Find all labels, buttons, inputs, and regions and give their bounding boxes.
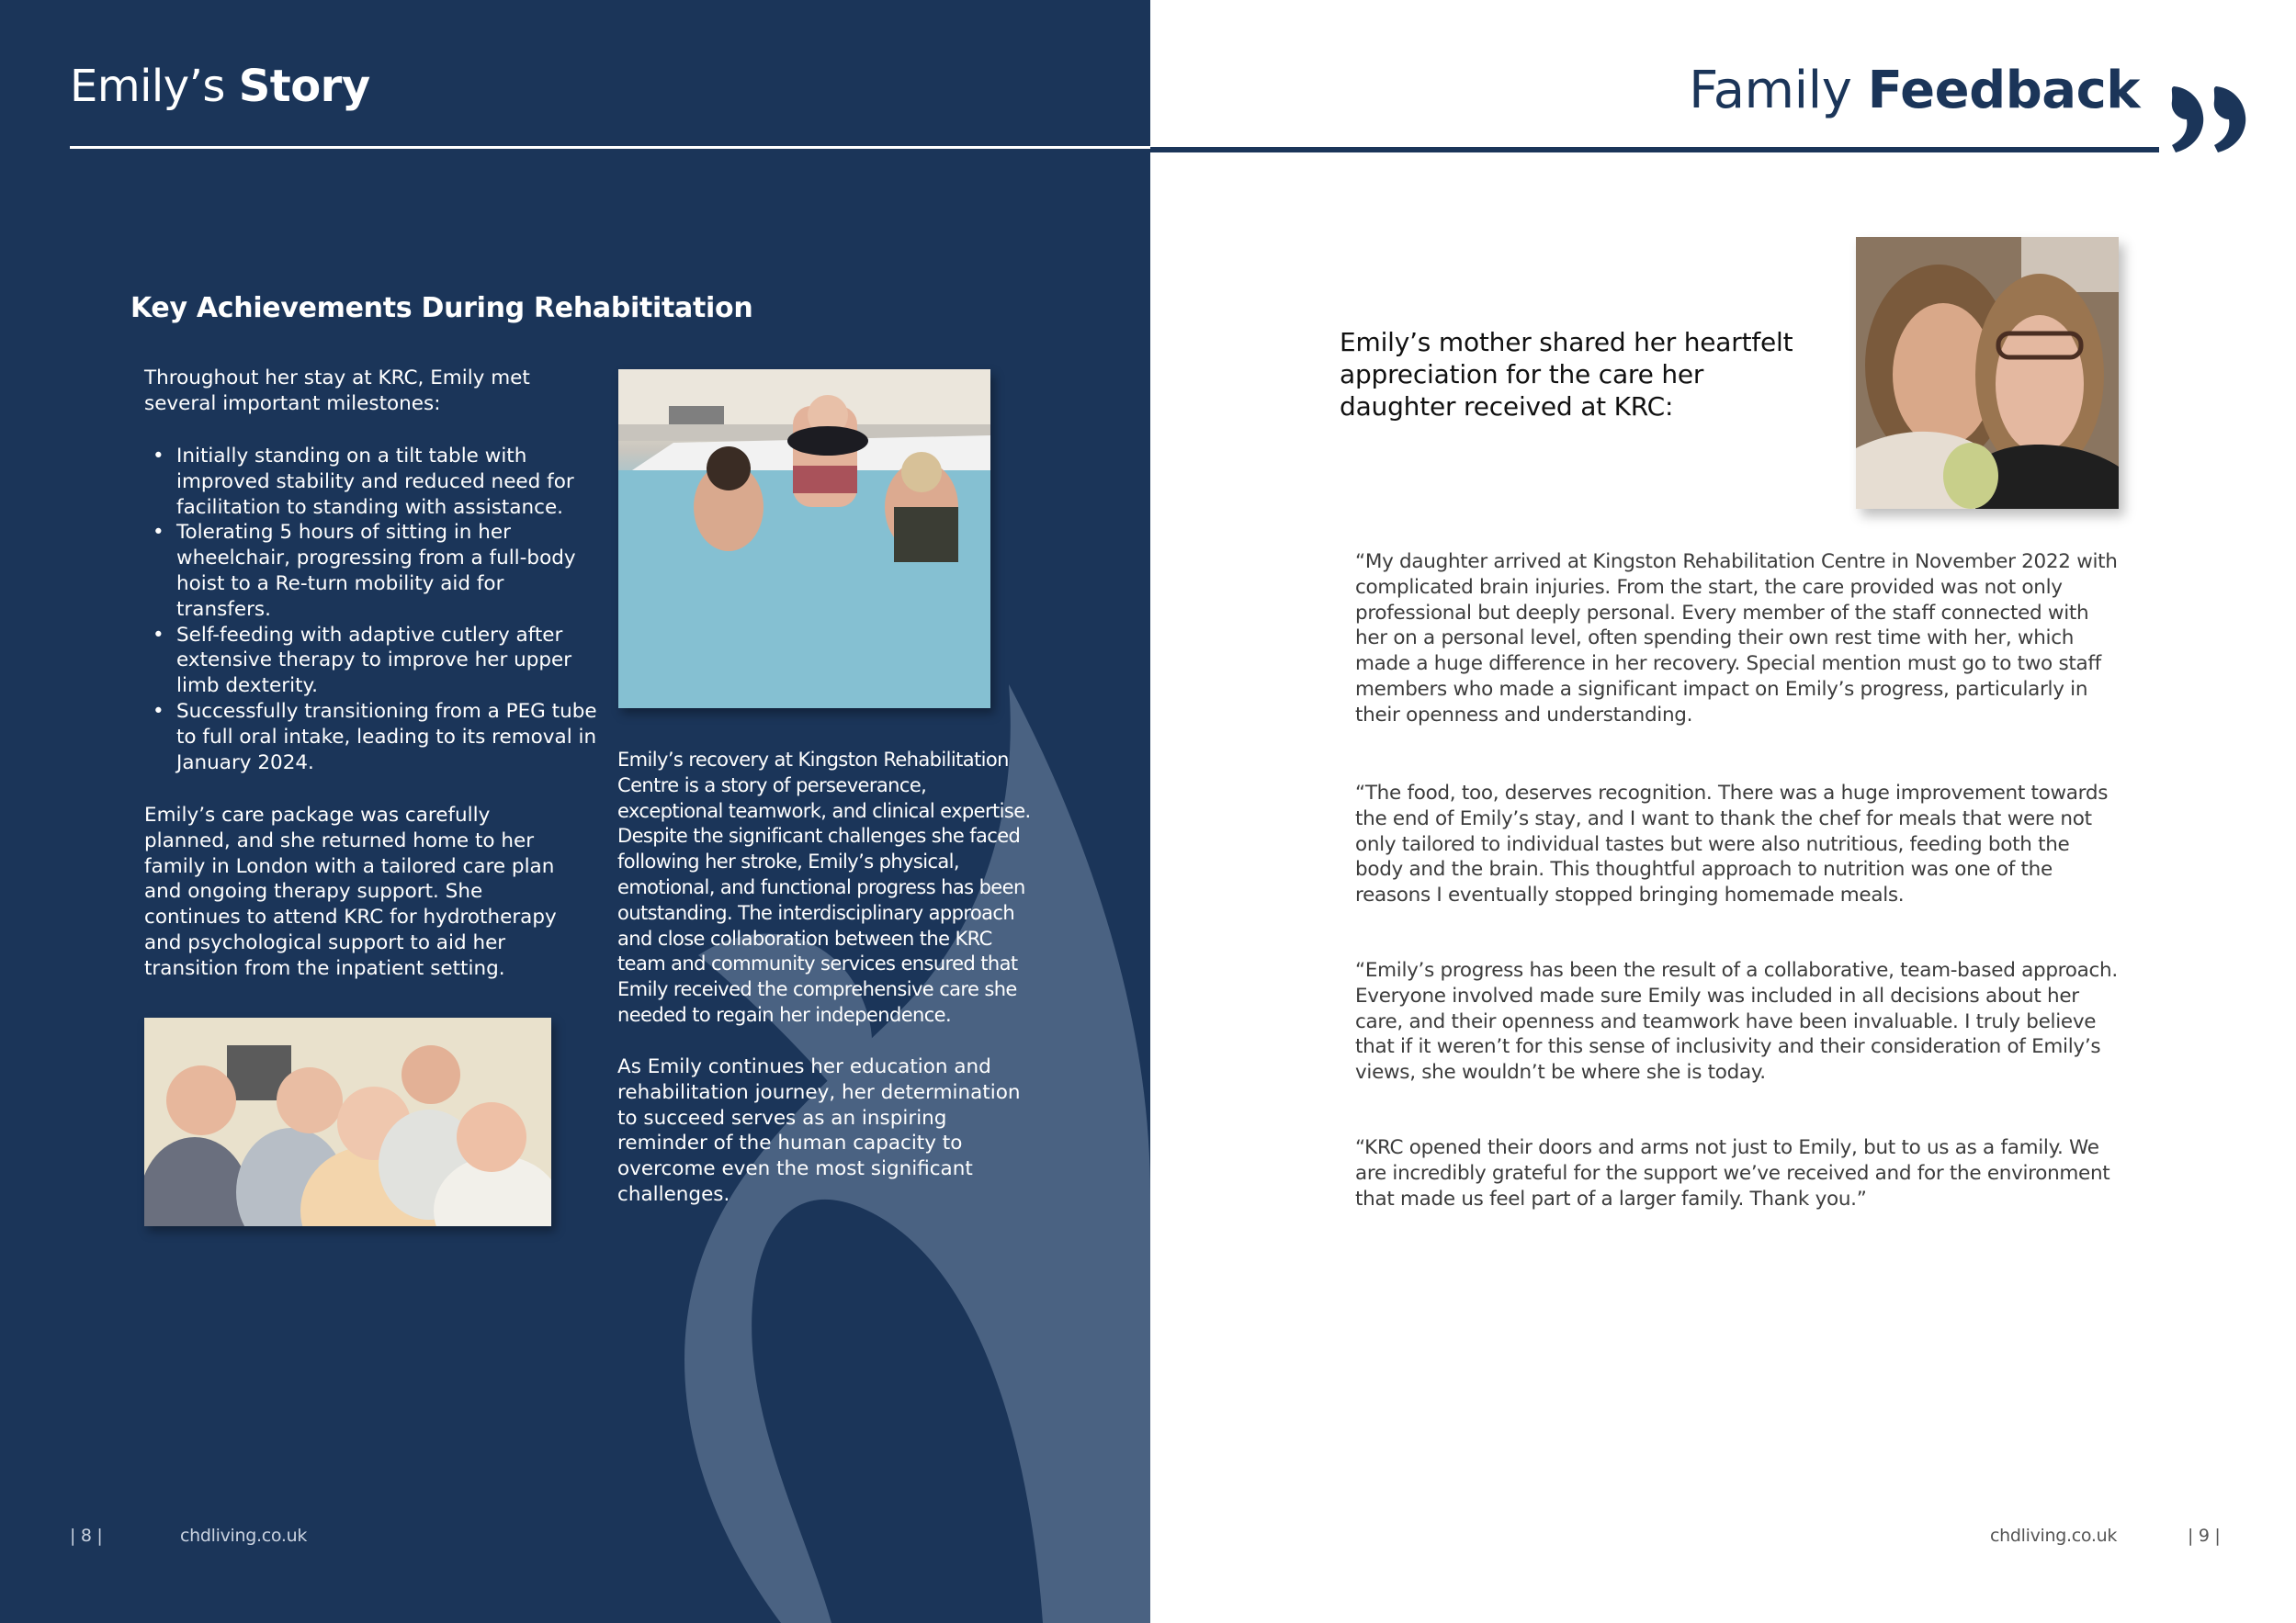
title-regular: Emily’s (70, 61, 239, 112)
feedback-quote: “KRC opened their doors and arms not just to Emily, but to us as a family. We are incredibly grateful for the support we’ve received and for the environment that made us feel part of a larger family. Thank you.” (1355, 1136, 2110, 1211)
page-number: | 8 | (70, 1526, 103, 1546)
section-heading: Key Achievements During Rehabititation (130, 292, 753, 324)
website-link[interactable]: chdliving.co.uk (1990, 1526, 2118, 1546)
closing-quote-icon (2166, 81, 2249, 154)
milestones-intro: Throughout her stay at KRC, Emily met several important milestones: (144, 366, 530, 415)
title-bold: Feedback (1867, 61, 2140, 120)
title-bold: Story (238, 61, 370, 112)
feedback-quote: “Emily’s progress has been the result of a collaborative, team-based approach. Everyone involved made sure Emily was included in all decisions about her care, and their openness and teamwork have been invaluable. I truly believe that if it weren’t for this sense of inclusivity and their consideration of Emily’s views, she wouldn’t be where she is today. (1355, 959, 2118, 1085)
feedback-quote: “My daughter arrived at Kingston Rehabilitation Centre in November 2022 with complicated brain injuries. From the start, the care provided was not only professional but deeply personal. Every member of the staff connected with her on a personal level, often spending their own rest time with her, which made a huge difference in her recovery. Special mention must go to two staff members who made a significant impact on Emily’s progress, particularly in their openness and understanding. (1355, 550, 2118, 727)
team-photo-illustration (144, 1018, 551, 1226)
page-title-emilys-story (70, 61, 370, 112)
page-number: | 9 | (2188, 1526, 2221, 1546)
recovery-paragraph: Emily’s recovery at Kingston Rehabilitation Centre is a story of perseverance, exceptional teamwork, and clinical expertise. Despite the significant challenges she faced following her stroke, Emily’s physical, emotional, and functional progress has been outstanding. The interdisciplinary approach and close collaboration between the KRC team and community services ensured that Emily received the comprehensive care she needed to regain her independence. (617, 749, 1031, 1026)
list-item: • Self-feeding with adaptive cutlery after extensive therapy to improve her upper limb dexterity. (176, 623, 599, 699)
header-divider-right (1150, 147, 2159, 152)
list-item: • Initially standing on a tilt table with improved stability and reduced need for facilitation to standing with assistance. (176, 444, 599, 520)
hydrotherapy-pool-photo (618, 369, 990, 708)
pool-photo-illustration (618, 369, 990, 708)
list-item: • Tolerating 5 hours of sitting in her wheelchair, progressing from a full-body hoist to a Re-turn mobility aid for transfers. (176, 520, 599, 622)
rehab-team-group-photo (144, 1018, 551, 1226)
milestones-list (144, 444, 599, 775)
list-item: • Successfully transitioning from a PEG tube to full oral intake, leading to its removal in January 2024. (176, 699, 599, 775)
page-title-family-feedback (1689, 61, 2140, 120)
mother-daughter-selfie-photo (1856, 237, 2119, 509)
header-divider (70, 146, 1150, 149)
care-package-paragraph: Emily’s care package was carefully planned, and she returned home to her family in London with a tailored care plan and ongoing therapy support. She continues to attend KRC for hydrotherapy and psychological support to aid her transition from the inpatient setting. (144, 804, 557, 980)
feedback-quote: “The food, too, deserves recognition. There was a huge improvement towards the end of Emily’s stay, and I want to thank the chef for meals that were not only tailored to individual tastes but were also nutritious, feeding both the body and the brain. This thoughtful approach to nutrition was one of the reasons I eventually stopped bringing homemade meals. (1355, 782, 2109, 907)
title-regular: Family (1689, 61, 1868, 120)
website-link[interactable]: chdliving.co.uk (180, 1526, 308, 1546)
feedback-intro: Emily’s mother shared her heartfelt appreciation for the care her daughter received at KRC: (1340, 327, 1793, 422)
selfie-photo-illustration (1856, 237, 2119, 509)
future-paragraph: As Emily continues her education and rehabilitation journey, her determination to succeed serves as an inspiring reminder of the human capacity to overcome even the most significant challenges. (617, 1055, 1021, 1206)
